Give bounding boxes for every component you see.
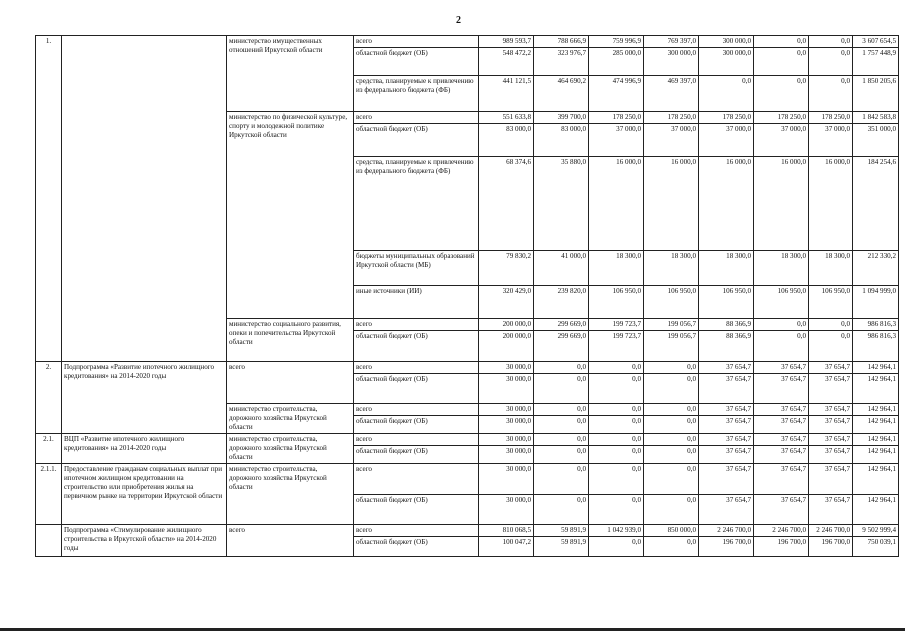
value-cell: 759 996,9 [589,36,644,48]
value-cell: 16 000,0 [754,157,809,251]
value-cell: 0,0 [644,495,699,525]
value-cell: 30 000,0 [479,434,534,446]
total-cell: 986 816,3 [853,331,899,362]
table-row [36,464,899,495]
value-cell: 37 654,7 [809,446,853,464]
value-cell: 399 700,0 [534,112,589,124]
total-cell: 142 964,1 [853,434,899,446]
value-cell: 464 690,2 [534,76,589,112]
value-cell: 30 000,0 [479,446,534,464]
value-cell: 2 246 700,0 [754,525,809,537]
value-cell: 0,0 [644,416,699,434]
value-cell: 196 700,0 [809,537,853,557]
value-cell: 299 669,0 [534,331,589,362]
row-index: 2. [36,362,62,434]
source-cell: областной бюджет (ОБ) [354,446,479,464]
value-cell: 850 000,0 [644,525,699,537]
value-cell: 16 000,0 [589,157,644,251]
value-cell: 59 891,9 [534,525,589,537]
value-cell: 30 000,0 [479,416,534,434]
source-cell: иные источники (ИИ) [354,286,479,319]
value-cell: 16 000,0 [644,157,699,251]
value-cell: 0,0 [589,495,644,525]
value-cell: 37 654,7 [809,495,853,525]
value-cell: 37 654,7 [809,434,853,446]
value-cell: 0,0 [534,495,589,525]
value-cell: 37 654,7 [809,362,853,374]
value-cell: 37 000,0 [589,124,644,157]
total-cell: 142 964,1 [853,416,899,434]
value-cell: 16 000,0 [699,157,754,251]
value-cell: 37 654,7 [809,416,853,434]
source-cell: средства, планируемые к привлечению из федерального бюджета (ФБ) [354,76,479,112]
budget-table [35,35,899,557]
total-cell: 142 964,1 [853,374,899,404]
value-cell: 178 250,0 [644,112,699,124]
value-cell: 30 000,0 [479,404,534,416]
value-cell: 0,0 [589,416,644,434]
value-cell: 196 700,0 [754,537,809,557]
value-cell: 0,0 [644,374,699,404]
value-cell: 0,0 [589,374,644,404]
value-cell: 59 891,9 [534,537,589,557]
source-cell: всего [354,36,479,48]
executor-cell: министерство строительства, дорожного хозяйства Иркутской области [227,464,354,525]
executor-cell: министерство по физической культуре, спорту и молодежной политике Иркутской области [227,112,354,319]
value-cell: 16 000,0 [809,157,853,251]
value-cell: 30 000,0 [479,464,534,495]
value-cell: 320 429,0 [479,286,534,319]
table-row [36,434,899,446]
total-cell: 1 850 205,6 [853,76,899,112]
value-cell: 178 250,0 [589,112,644,124]
source-cell: областной бюджет (ОБ) [354,374,479,404]
source-cell: всего [354,464,479,495]
executor-cell: министерство имущественных отношений Иркутской области [227,36,354,112]
page-number: 2 [456,15,461,26]
source-cell: областной бюджет (ОБ) [354,48,479,76]
value-cell: 83 000,0 [479,124,534,157]
value-cell: 37 654,7 [754,495,809,525]
table-row [36,362,899,374]
value-cell: 37 000,0 [644,124,699,157]
value-cell: 37 654,7 [754,464,809,495]
value-cell: 106 950,0 [809,286,853,319]
value-cell: 0,0 [809,36,853,48]
source-cell: областной бюджет (ОБ) [354,124,479,157]
value-cell: 769 397,0 [644,36,699,48]
value-cell: 0,0 [644,464,699,495]
value-cell: 0,0 [754,331,809,362]
value-cell: 0,0 [534,374,589,404]
total-cell: 142 964,1 [853,495,899,525]
total-cell: 3 607 654,5 [853,36,899,48]
value-cell: 18 300,0 [644,251,699,286]
value-cell: 37 654,7 [699,434,754,446]
source-cell: бюджеты муниципальных образований Иркутской области (МБ) [354,251,479,286]
value-cell: 788 666,9 [534,36,589,48]
value-cell: 37 654,7 [754,446,809,464]
total-cell: 212 330,2 [853,251,899,286]
value-cell: 88 366,9 [699,331,754,362]
value-cell: 0,0 [809,76,853,112]
program-cell: Подпрограмма «Развитие ипотечного жилищного кредитования» на 2014-2020 годы [62,362,227,434]
value-cell: 106 950,0 [589,286,644,319]
value-cell: 37 000,0 [754,124,809,157]
value-cell: 199 056,7 [644,331,699,362]
value-cell: 0,0 [534,404,589,416]
value-cell: 37 654,7 [699,495,754,525]
value-cell: 37 000,0 [699,124,754,157]
value-cell: 0,0 [754,319,809,331]
value-cell: 300 000,0 [699,36,754,48]
value-cell: 88 366,9 [699,319,754,331]
value-cell: 18 300,0 [809,251,853,286]
value-cell: 199 056,7 [644,319,699,331]
source-cell: всего [354,404,479,416]
value-cell: 35 880,0 [534,157,589,251]
source-cell: областной бюджет (ОБ) [354,331,479,362]
source-cell: областной бюджет (ОБ) [354,537,479,557]
total-cell: 1 842 583,8 [853,112,899,124]
value-cell: 0,0 [589,404,644,416]
value-cell: 68 374,6 [479,157,534,251]
value-cell: 200 000,0 [479,319,534,331]
value-cell: 37 654,7 [699,362,754,374]
program-cell [62,36,227,362]
value-cell: 37 654,7 [754,434,809,446]
value-cell: 37 654,7 [699,374,754,404]
value-cell: 178 250,0 [809,112,853,124]
value-cell: 37 654,7 [754,416,809,434]
program-cell: Предоставление гражданам социальных выплат при ипотечном жилищном кредитовании на строительство или приобретения жилья на первичном рынке на территории Иркутской области [62,464,227,525]
source-cell: всего [354,319,479,331]
value-cell: 178 250,0 [754,112,809,124]
value-cell: 0,0 [809,48,853,76]
value-cell: 0,0 [589,464,644,495]
source-cell: средства, планируемые к привлечению из федерального бюджета (ФБ) [354,157,479,251]
value-cell: 200 000,0 [479,331,534,362]
value-cell: 0,0 [809,319,853,331]
value-cell: 0,0 [589,362,644,374]
value-cell: 37 654,7 [699,416,754,434]
value-cell: 441 121,5 [479,76,534,112]
value-cell: 0,0 [589,434,644,446]
executor-cell: всего [227,362,354,404]
value-cell: 0,0 [699,76,754,112]
value-cell: 199 723,7 [589,331,644,362]
value-cell: 0,0 [589,446,644,464]
value-cell: 0,0 [534,446,589,464]
value-cell: 106 950,0 [644,286,699,319]
value-cell: 30 000,0 [479,362,534,374]
row-index: 2.1. [36,434,62,464]
value-cell: 1 042 939,0 [589,525,644,537]
source-cell: областной бюджет (ОБ) [354,495,479,525]
table-row [36,36,899,48]
total-cell: 184 254,6 [853,157,899,251]
value-cell: 0,0 [644,537,699,557]
value-cell: 178 250,0 [699,112,754,124]
source-cell: всего [354,525,479,537]
total-cell: 142 964,1 [853,404,899,416]
total-cell: 351 000,0 [853,124,899,157]
row-index: 2.1.1. [36,464,62,525]
value-cell: 37 654,7 [754,362,809,374]
value-cell: 989 593,7 [479,36,534,48]
value-cell: 106 950,0 [699,286,754,319]
total-cell: 986 816,3 [853,319,899,331]
value-cell: 79 830,2 [479,251,534,286]
value-cell: 37 654,7 [754,374,809,404]
value-cell: 30 000,0 [479,374,534,404]
value-cell: 41 000,0 [534,251,589,286]
source-cell: областной бюджет (ОБ) [354,416,479,434]
value-cell: 0,0 [644,446,699,464]
source-cell: всего [354,362,479,374]
executor-cell: министерство строительства, дорожного хозяйства Иркутской области [227,434,354,464]
value-cell: 0,0 [754,36,809,48]
value-cell: 106 950,0 [754,286,809,319]
value-cell: 18 300,0 [754,251,809,286]
value-cell: 300 000,0 [644,48,699,76]
row-index: 1. [36,36,62,362]
source-cell: всего [354,112,479,124]
value-cell: 551 633,8 [479,112,534,124]
value-cell: 0,0 [534,434,589,446]
value-cell: 18 300,0 [589,251,644,286]
total-cell: 9 502 999,4 [853,525,899,537]
scan-bottom-edge [0,628,905,631]
value-cell: 810 068,5 [479,525,534,537]
value-cell: 323 976,7 [534,48,589,76]
value-cell: 83 000,0 [534,124,589,157]
total-cell: 750 039,1 [853,537,899,557]
value-cell: 37 654,7 [699,446,754,464]
value-cell: 37 654,7 [809,374,853,404]
value-cell: 0,0 [644,404,699,416]
program-cell: Подпрограмма «Стимулирование жилищного строительства в Иркутской области» на 2014-2020 годы [62,525,227,557]
value-cell: 196 700,0 [699,537,754,557]
value-cell: 469 397,0 [644,76,699,112]
value-cell: 300 000,0 [699,48,754,76]
value-cell: 37 654,7 [754,404,809,416]
value-cell: 100 047,2 [479,537,534,557]
executor-cell: министерство строительства, дорожного хозяйства Иркутской области [227,404,354,434]
table-row [36,525,899,537]
program-cell: ВЦП «Развитие ипотечного жилищного кредитования» на 2014-2020 годы [62,434,227,464]
total-cell: 142 964,1 [853,464,899,495]
value-cell: 2 246 700,0 [809,525,853,537]
value-cell: 0,0 [809,331,853,362]
value-cell: 199 723,7 [589,319,644,331]
total-cell: 1 757 448,9 [853,48,899,76]
executor-cell: всего [227,525,354,557]
value-cell: 37 654,7 [699,404,754,416]
value-cell: 0,0 [754,76,809,112]
value-cell: 548 472,2 [479,48,534,76]
value-cell: 37 654,7 [809,404,853,416]
value-cell: 30 000,0 [479,495,534,525]
value-cell: 0,0 [754,48,809,76]
total-cell: 142 964,1 [853,446,899,464]
value-cell: 0,0 [534,362,589,374]
value-cell: 474 996,9 [589,76,644,112]
total-cell: 142 964,1 [853,362,899,374]
source-cell: всего [354,434,479,446]
value-cell: 37 654,7 [809,464,853,495]
value-cell: 299 669,0 [534,319,589,331]
value-cell: 0,0 [644,362,699,374]
total-cell: 1 094 999,0 [853,286,899,319]
value-cell: 239 820,0 [534,286,589,319]
value-cell: 18 300,0 [699,251,754,286]
value-cell: 2 246 700,0 [699,525,754,537]
value-cell: 0,0 [534,416,589,434]
value-cell: 0,0 [644,434,699,446]
value-cell: 0,0 [589,537,644,557]
executor-cell: министерство социального развития, опеки и попечительства Иркутской области [227,319,354,362]
value-cell: 285 000,0 [589,48,644,76]
row-index [36,525,62,557]
value-cell: 37 654,7 [699,464,754,495]
value-cell: 37 000,0 [809,124,853,157]
value-cell: 0,0 [534,464,589,495]
